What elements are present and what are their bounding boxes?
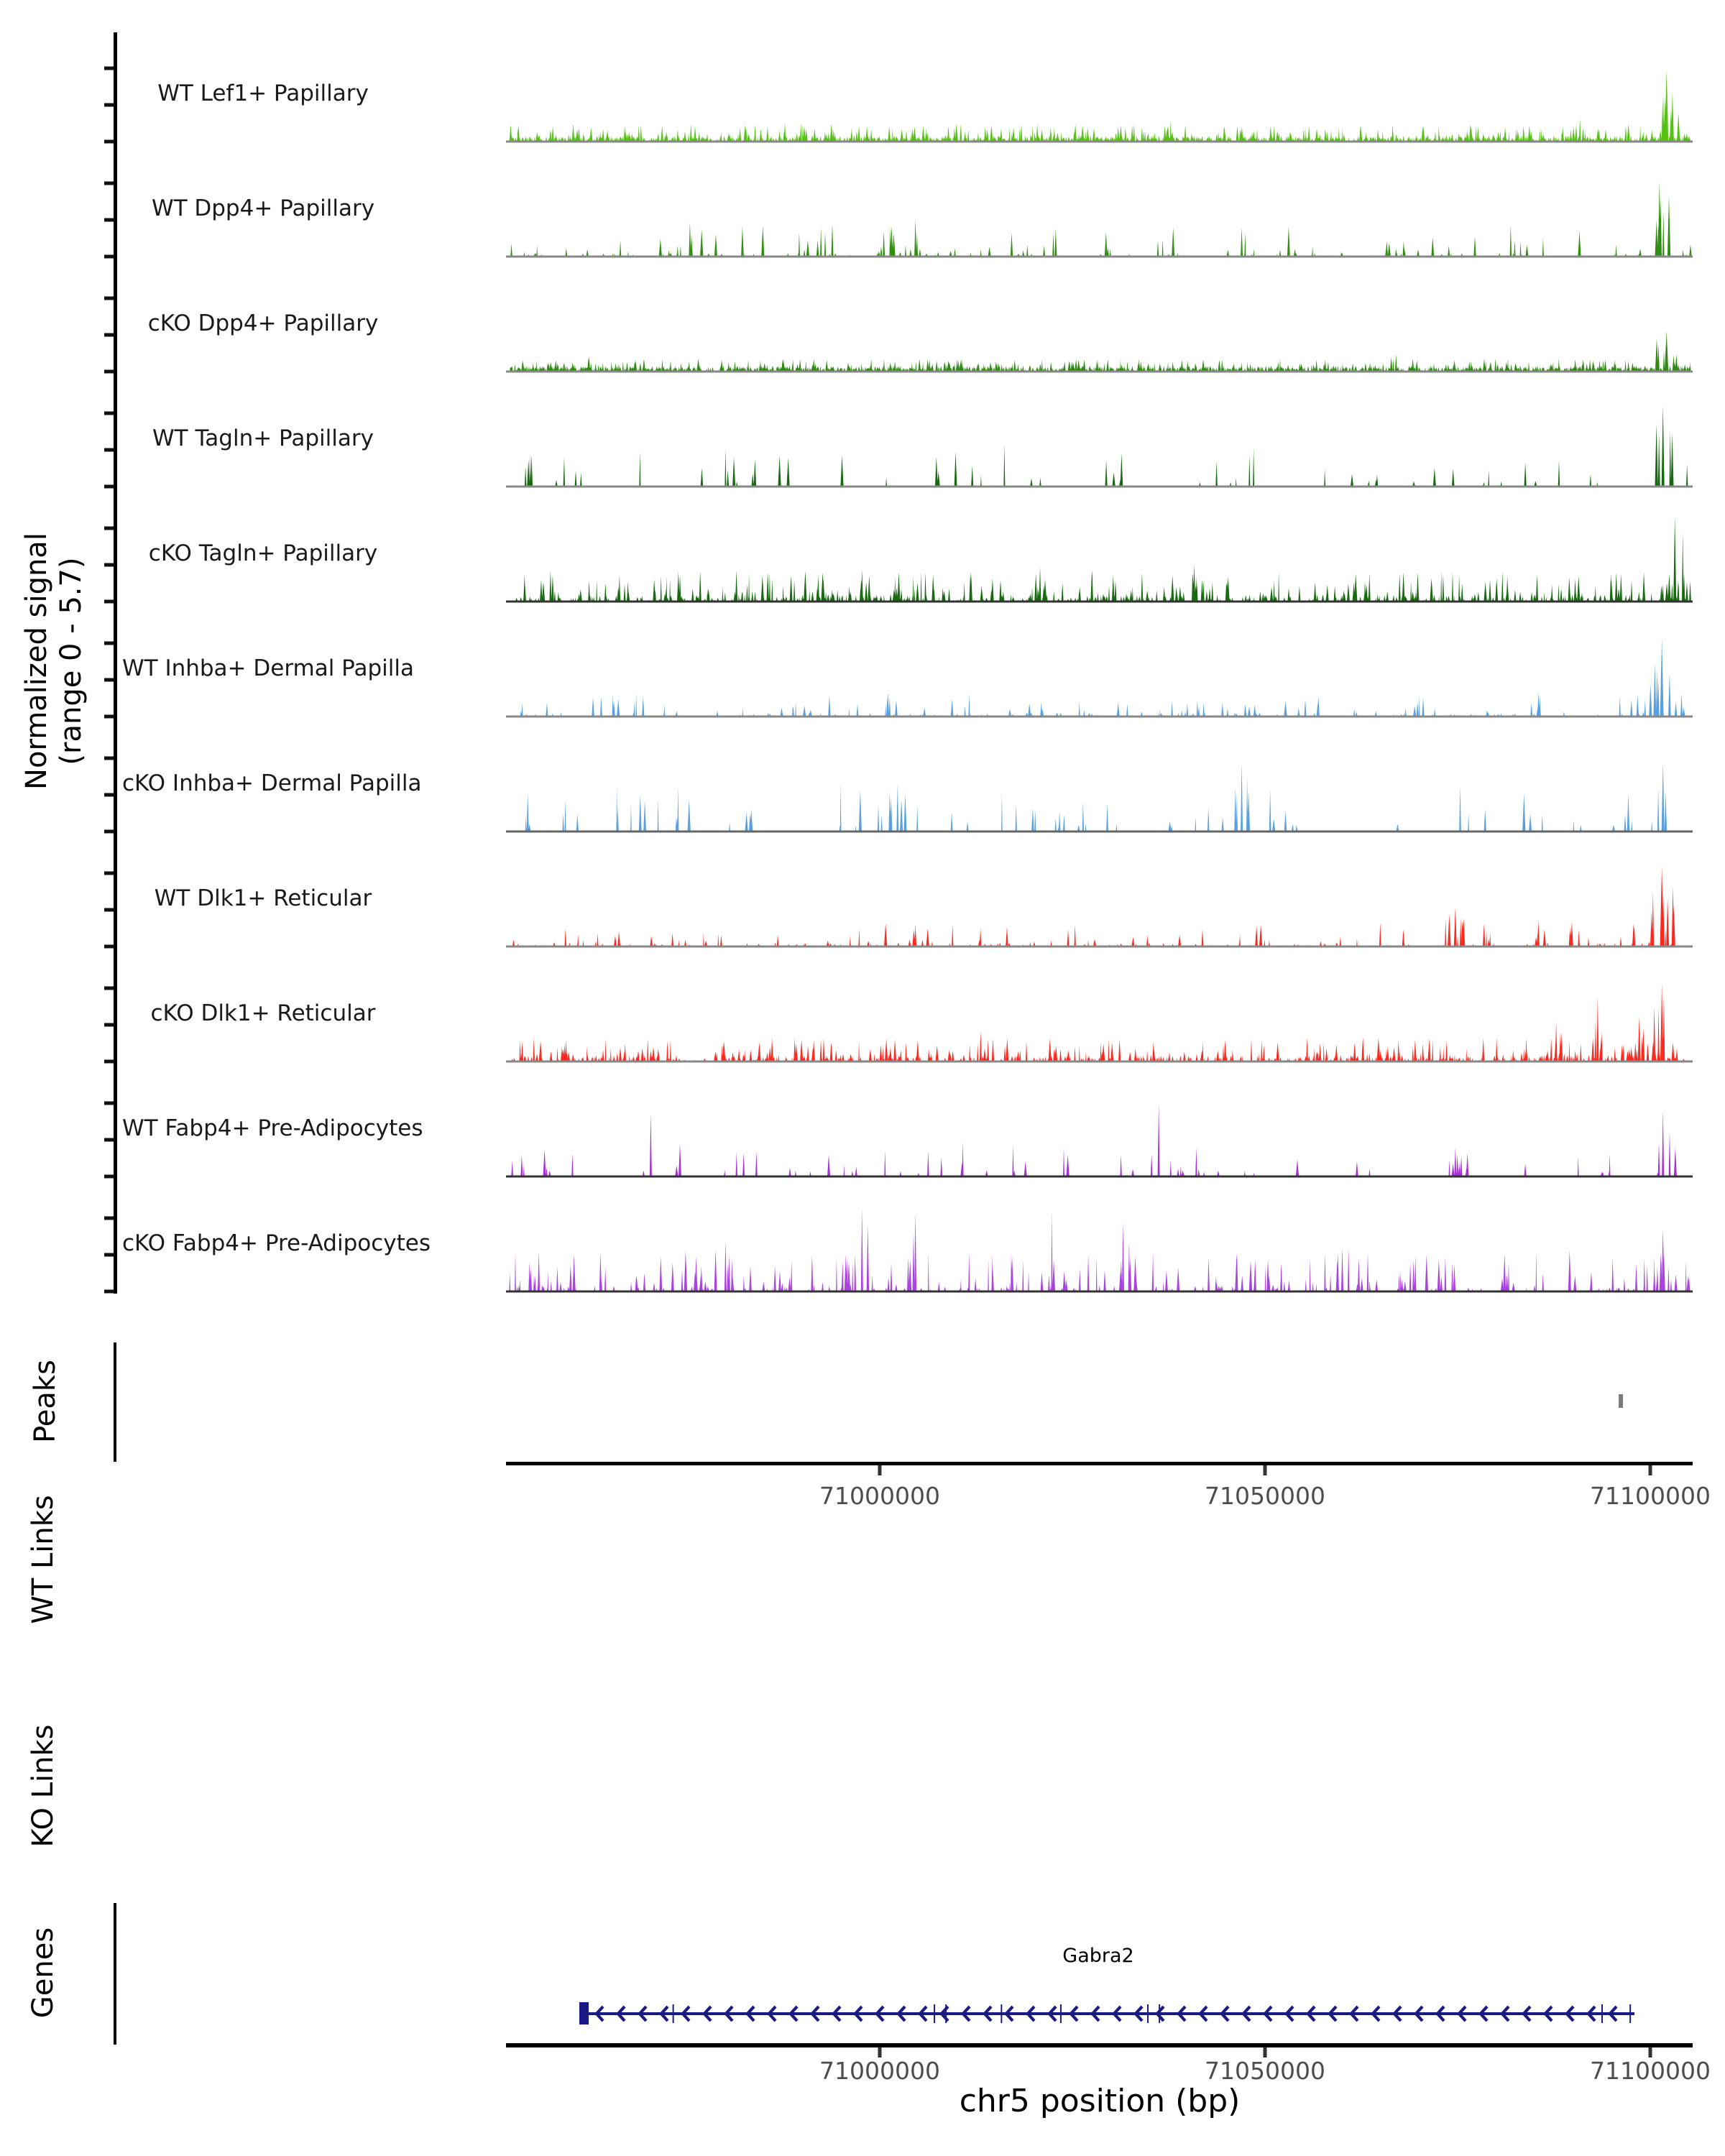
axis1-tick-71000000: 71000000 <box>819 1482 940 1510</box>
track-label-wt-dlk1: WT Dlk1+ Reticular <box>154 885 372 911</box>
track-baseline-5 <box>506 716 1693 718</box>
signal-track-0 <box>509 70 1690 142</box>
peaks-bracket <box>114 1342 116 1462</box>
y-axis-tick <box>104 527 114 530</box>
track-label-cko-fabp4: cKO Fabp4+ Pre-Adipocytes <box>122 1230 431 1256</box>
track-baseline-10 <box>506 1291 1693 1293</box>
y-axis-tick <box>104 448 114 452</box>
y-axis-tick <box>104 67 114 70</box>
y-axis-tick <box>104 600 114 604</box>
axis2-tick-71000000: 71000000 <box>819 2057 940 2085</box>
signal-track-7 <box>512 866 1686 946</box>
y-axis-tick <box>104 563 114 567</box>
y-axis-tick <box>104 908 114 912</box>
y-axis-tick <box>104 757 114 760</box>
y-axis-tick <box>104 715 114 719</box>
track-baseline-0 <box>506 141 1693 143</box>
axis2-tick-mark <box>878 2047 881 2058</box>
signal-track-10 <box>509 1208 1690 1291</box>
y-axis-tick <box>104 642 114 645</box>
signal-track-1 <box>510 182 1692 257</box>
axis2-tick-mark <box>1649 2047 1652 2058</box>
track-baseline-7 <box>506 946 1693 948</box>
signal-track-4 <box>515 517 1691 602</box>
y-axis-tick <box>104 1217 114 1220</box>
track-baseline-3 <box>506 486 1693 488</box>
y-axis-tick <box>104 412 114 415</box>
y-axis-tick <box>104 1290 114 1294</box>
y-axis-tick <box>104 872 114 875</box>
gene-exon-tick <box>1601 2004 1603 2023</box>
track-baseline-2 <box>506 371 1693 373</box>
signal-track-9 <box>511 1103 1677 1176</box>
gene-exon-tick <box>1147 2004 1149 2023</box>
y-axis-tick <box>104 793 114 797</box>
gene-exon-tick <box>673 2004 674 2023</box>
axis1-tick-mark <box>878 1465 881 1475</box>
y-axis-tick <box>104 182 114 185</box>
axis1-tick-mark <box>1649 1465 1652 1475</box>
y-axis-tick <box>104 255 114 259</box>
y-axis-label-line2: (range 0 - 5.7) <box>55 557 88 765</box>
track-baseline-6 <box>506 831 1693 833</box>
gene-exon-tick <box>1629 2004 1631 2023</box>
signal-track-8 <box>511 984 1690 1061</box>
y-axis-tick <box>104 297 114 300</box>
axis1-tick-mark <box>1263 1465 1266 1475</box>
track-baseline-1 <box>506 256 1693 258</box>
y-axis-tick <box>104 485 114 489</box>
y-axis-tick <box>104 945 114 949</box>
y-axis-tick <box>104 370 114 374</box>
track-label-wt-fabp4: WT Fabp4+ Pre-Adipocytes <box>122 1115 423 1141</box>
y-axis-tick <box>104 333 114 337</box>
gene-terminal-exon <box>579 2002 589 2024</box>
x-axis-title: chr5 position (bp) <box>959 2083 1241 2119</box>
track-baseline-8 <box>506 1061 1693 1063</box>
axis2-tick-71050000: 71050000 <box>1205 2057 1325 2085</box>
y-axis-tick <box>104 987 114 990</box>
track-label-cko-dpp4: cKO Dpp4+ Papillary <box>147 310 379 336</box>
track-label-wt-lef1: WT Lef1+ Papillary <box>157 80 369 106</box>
axis2-line <box>506 2043 1693 2047</box>
track-label-cko-tagln: cKO Tagln+ Papillary <box>148 540 378 566</box>
gene-exon-tick <box>1060 2004 1062 2023</box>
y-axis-tick <box>104 103 114 107</box>
y-axis-tick <box>104 1138 114 1142</box>
y-axis-label-line1: Normalized signal <box>20 533 53 790</box>
signal-y-axis <box>114 32 117 1294</box>
y-axis-tick <box>104 1253 114 1257</box>
axis1-line <box>506 1462 1693 1465</box>
y-axis-tick <box>104 1175 114 1179</box>
y-axis-tick <box>104 140 114 144</box>
track-baseline-4 <box>506 601 1693 603</box>
gene-body-line <box>581 2012 1634 2015</box>
axis1-tick-71100000: 71100000 <box>1590 1482 1711 1510</box>
genome-browser-figure: Normalized signal (range 0 - 5.7) WT Lef1+ Papillary WT Dpp4+ Papillary cKO Dpp4+ Papillary WT Tagln+ Papillary cKO Tagln+ Papillary WT Inhba+ Dermal Papilla cKO Inhba+ Dermal Papilla WT Dlk1+ Reticular cKO Dlk1+ Reticular WT Fabp4+ Pre-Adipocytes cKO Fabp4+ Pre-Adipocytes Peaks WT Links KO Links Genes 71000000 71050000 71100000 Gabra2 71000000 71050000 71100000 chr5 position (bp) <box>0 0 1725 2156</box>
y-axis-tick <box>104 1023 114 1027</box>
axis1-tick-71050000: 71050000 <box>1205 1482 1325 1510</box>
y-axis-tick <box>104 830 114 834</box>
axis2-tick-71100000: 71100000 <box>1590 2057 1711 2085</box>
y-axis-tick <box>104 1102 114 1105</box>
signal-track-2 <box>510 331 1691 372</box>
track-label-wt-tagln: WT Tagln+ Papillary <box>152 425 374 451</box>
track-label-cko-dlk1: cKO Dlk1+ Reticular <box>150 1000 376 1026</box>
signal-track-6 <box>525 763 1667 831</box>
track-label-wt-inhba: WT Inhba+ Dermal Papilla <box>122 655 414 681</box>
track-baseline-9 <box>506 1176 1693 1178</box>
track-label-wt-dpp4: WT Dpp4+ Papillary <box>151 195 375 221</box>
signal-track-5 <box>520 639 1685 717</box>
y-axis-tick <box>104 678 114 682</box>
gene-exon-tick <box>1000 2004 1002 2023</box>
track-label-cko-inhba: cKO Inhba+ Dermal Papilla <box>122 770 422 796</box>
y-axis-tick <box>104 218 114 222</box>
axis2-tick-mark <box>1263 2047 1266 2058</box>
genes-bracket <box>114 1903 116 2045</box>
gene-name-label: Gabra2 <box>1062 1945 1134 1967</box>
signal-track-3 <box>525 406 1688 487</box>
gene-exon-tick <box>934 2004 935 2023</box>
y-axis-tick <box>104 1060 114 1064</box>
peak-mark <box>1619 1394 1623 1408</box>
